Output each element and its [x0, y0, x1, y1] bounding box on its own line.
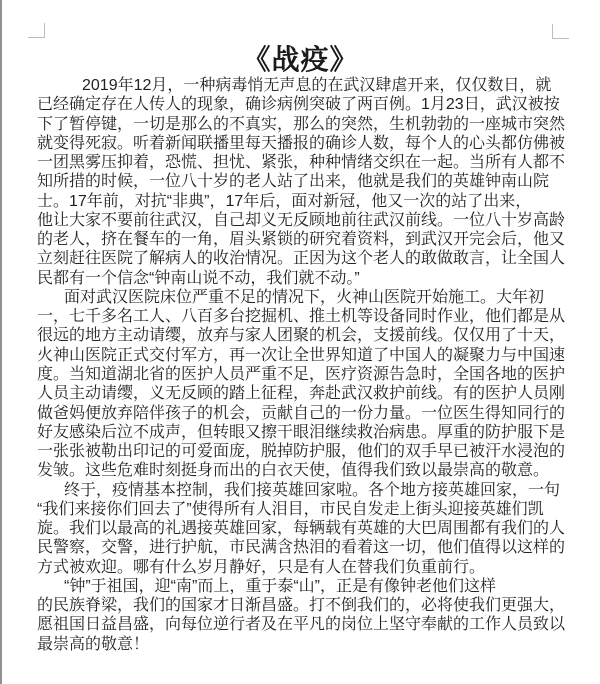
- paragraph-1: [37, 76, 564, 288]
- text-line: 民警察，交警，进行护航，市民满含热泪的看着这一切，他们值得以这样的: [37, 539, 566, 557]
- text-line: 立刻赶往医院了解病人的收治情况。正因为这个老人的敢做敢言，让全国人: [37, 250, 566, 268]
- text-line: 一张张被勒出印记的可爱面庞，脱掉防护服，他们的双手早已被汗水浸泡的: [37, 443, 566, 461]
- text-line: 人员主动请缨，义无反顾的踏上征程，奔赴武汉救护前线。有的医护人员刚: [37, 385, 566, 403]
- text-line: 一团黑雾压抑着，恐慌、担忧、紧张，种种情绪交织在一起。当所有人都不: [37, 154, 566, 172]
- margin-crop-mark-top-left: [28, 23, 45, 38]
- margin-crop-mark-top-right: [552, 24, 569, 39]
- paragraph-3: [37, 481, 564, 577]
- text-line: 知所措的时候，一位八十岁的老人站了出来，他就是我们的英雄钟南山院: [37, 173, 550, 191]
- paragraph-2: [37, 288, 564, 481]
- text-line: 就变得死寂。听着新闻联播里每天播报的确诊人数，每个人的心头都仿佛被: [37, 134, 566, 152]
- text-line: 面对武汉医院床位严重不足的情况下，火神山医院开始施工。大年初: [64, 288, 545, 306]
- text-line: 最崇高的敬意！: [37, 635, 150, 653]
- text-line: 2019年12月，一种病毒悄无声息的在武汉肆虐开来，仅仅数日，就: [82, 77, 552, 94]
- page-edge-line: [0, 0, 2, 684]
- text-line: 已经确定存在人传人的现象，确诊病例突破了两百例。1月23日，武汉被按: [37, 96, 560, 114]
- text-line: “我们来接你们回去了”使得所有人泪目，市民自发走上街头迎接英雄们凯: [37, 500, 544, 518]
- text-line: 的民族脊梁，我们的国家才日渐昌盛。打不倒我们的，必将使我们更强大，: [37, 597, 566, 615]
- text-line: 度。当知道湖北省的医护人员严重不足，医疗资源告急时，全国各地的医护: [37, 365, 566, 383]
- text-line: 发皱。这些危难时刻挺身而出的白衣天使，值得我们致以最崇高的敬意。: [37, 462, 550, 480]
- text-line: 士。17年前，对抗“非典”，17年后，面对新冠，他又一次的站了出来，: [37, 192, 532, 210]
- text-line: 很远的地方主动请缨，放弃与家人团聚的机会，支援前线。仅仅用了十天，: [37, 327, 566, 345]
- text-line: “钟”于祖国，迎“南”而上，重于泰“山”，正是有像钟老他们这样: [64, 577, 496, 595]
- text-line: 火神山医院正式交付军方，再一次让全世界知道了中国人的凝聚力与中国速: [37, 346, 566, 364]
- text-line: 他让大家不要前往武汉，自己却义无反顾地前往武汉前线。一位八十岁高龄: [37, 211, 566, 229]
- paragraph-4: [37, 577, 564, 654]
- text-line: 做爸妈便放弃陪伴孩子的机会，贡献自己的一份力量。一位医生得知同行的: [37, 404, 566, 422]
- text-line: 下了暂停键，一切是那么的不真实，那么的突然，生机勃勃的一座城市突然: [37, 115, 566, 133]
- text-line: 一，七千多名工人、八百多台挖掘机、推土机等设备同时作业，他们都是从: [37, 308, 566, 326]
- document-title: 《战疫》: [242, 44, 359, 75]
- text-line: 好友感染后泣不成声，但转眼又擦干眼泪继续救治病患。厚重的防护服下是: [37, 423, 566, 441]
- text-line: 方式被欢迎。哪有什么岁月静好，只是有人在替我们负重前行。: [37, 558, 486, 576]
- text-line: 的老人，挤在餐车的一角，眉头紧锁的研究着资料，到武汉开完会后，他又: [37, 231, 566, 249]
- text-line: 愿祖国日益昌盛，向每位逆行者及在平凡的岗位上坚守奉献的工作人员致以: [37, 616, 566, 634]
- document-body: [37, 76, 564, 654]
- text-line: 旋。我们以最高的礼遇接英雄回家，每辆载有英雄的大巴周围都有我们的人: [37, 520, 566, 538]
- text-line: 终于，疫情基本控制，我们接英雄回家啦。各个地方接英雄回家，一句: [64, 481, 561, 499]
- text-line: 民都有一个信念“钟南山说不动，我们就不动。”: [37, 269, 360, 287]
